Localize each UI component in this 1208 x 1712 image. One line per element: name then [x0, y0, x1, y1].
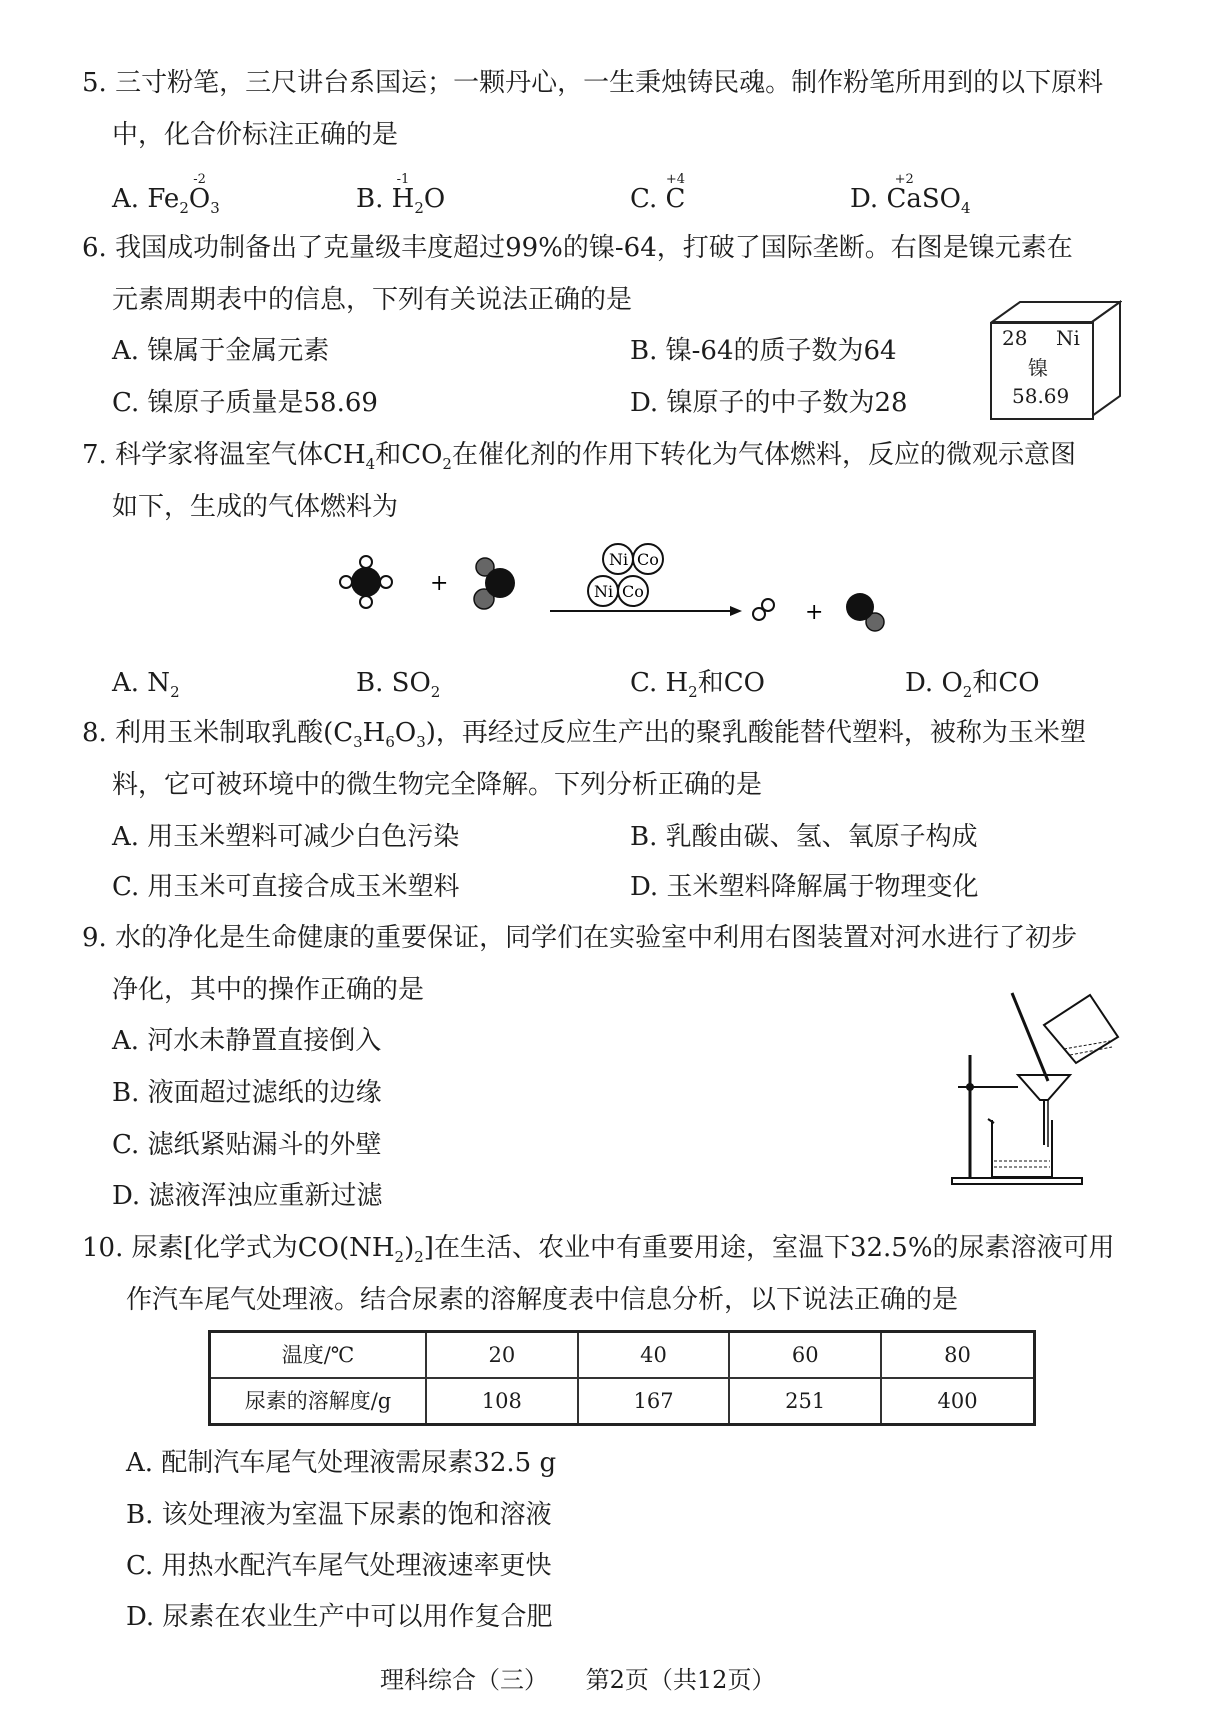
q7-stem-line2: 如下，生成的气体燃料为 [112, 492, 399, 522]
q5-option-c: C. C +4 [630, 172, 686, 214]
table-cell: 40 [578, 1332, 730, 1379]
q6-option-b: B. 镍-64的质子数为64 [630, 336, 897, 366]
q9-option-d: D. 滤液浑浊应重新过滤 [112, 1181, 383, 1211]
q7-stem-line1: 7. 科学家将温室气体$CH_4$和$CO_2$在催化剂的作用下转化为气体燃料，反应的微观示意图 [82, 440, 1076, 474]
reaction-diagram [330, 535, 890, 655]
catalyst-label: Ni [609, 550, 629, 569]
q9-option-a: A. 河水未静置直接倒入 [112, 1026, 382, 1056]
q9-option-b: B. 液面超过滤纸的边缘 [112, 1078, 382, 1108]
q5-option-a: A. $Fe_2O$ -2 $_3$ [112, 172, 220, 218]
q10-option-a: A. 配制汽车尾气处理液需尿素32.5 g [126, 1448, 557, 1478]
q5-stem-line2: 中，化合价标注正确的是 [112, 120, 399, 150]
h2-molecule [753, 599, 774, 620]
atomic-number: 28 [1002, 326, 1028, 350]
table-cell: 60 [729, 1332, 881, 1379]
footer-page-number: 第2页（共12页） [585, 1666, 776, 1694]
q5-stem-line1: 5. 三寸粉笔，三尺讲台系国运；一颗丹心，一生秉烛铸民魂。制作粉笔所用到的以下原料 [82, 68, 1104, 98]
filtration-apparatus [940, 985, 1130, 1195]
table-header-cell: 尿素的溶解度/g [210, 1378, 427, 1425]
q7-option-a: A. $N_2$ [112, 668, 180, 702]
nickel-periodic-cell [990, 300, 1122, 418]
q10-stem-line2: 作汽车尾气处理液。结合尿素的溶解度表中信息分析，以下说法正确的是 [126, 1285, 959, 1315]
q10-option-b: B. 该处理液为室温下尿素的饱和溶液 [126, 1500, 552, 1530]
element-name: 镍 [1028, 356, 1048, 380]
q7-option-d: D. $O_2$和CO [905, 668, 1040, 702]
q9-option-c: C. 滤纸紧贴漏斗的外壁 [112, 1130, 382, 1160]
q10-stem-line1: 10. 尿素[化学式为$CO(NH_2)_2$]在生活、农业中有重要用途，室温下32.5%的尿素溶液可用 [82, 1233, 1115, 1267]
table-cell: 251 [729, 1378, 881, 1425]
urea-solubility-table [208, 1330, 1036, 1426]
table-row [210, 1378, 1035, 1425]
q5-option-d: D. Ca +2 $SO_4$ [850, 172, 971, 218]
q7-option-c: C. $H_2$和CO [630, 668, 765, 702]
q10-option-c: C. 用热水配汽车尾气处理液速率更快 [126, 1551, 552, 1581]
q6-option-a: A. 镍属于金属元素 [112, 336, 330, 366]
page-footer [380, 1668, 805, 1692]
q8-option-c: C. 用玉米可直接合成玉米塑料 [112, 872, 460, 902]
q8-option-b: B. 乳酸由碳、氢、氧原子构成 [630, 822, 978, 852]
q5-option-b: B. H -1 $_2$O [356, 172, 446, 218]
q8-option-d: D. 玉米塑料降解属于物理变化 [630, 872, 979, 902]
catalyst-label: Ni [594, 582, 614, 601]
co2-molecule [474, 558, 515, 609]
q7-option-b: B. $SO_2$ [356, 668, 441, 702]
plus-sign-2: + [805, 600, 824, 625]
q6-stem-line1: 6. 我国成功制备出了克量级丰度超过99%的镍-64，打破了国际垄断。右图是镍元素在 [82, 233, 1073, 263]
table-cell: 108 [426, 1378, 578, 1425]
q9-stem-line1: 9. 水的净化是生命健康的重要保证，同学们在实验室中利用右图装置对河水进行了初步 [82, 923, 1078, 953]
table-cell: 400 [881, 1378, 1034, 1425]
q8-stem-line1: 8. 利用玉米制取乳酸$(C_3H_6O_3)$，再经过反应生产出的聚乳酸能替代塑料，被称为玉米塑 [82, 718, 1086, 752]
arrow-head [730, 606, 742, 616]
co-molecule [846, 593, 884, 631]
table-row [210, 1332, 1035, 1379]
catalyst-group [588, 544, 663, 606]
q8-stem-line2: 料，它可被环境中的微生物完全降解。下列分析正确的是 [112, 770, 763, 800]
table-cell: 20 [426, 1332, 578, 1379]
element-symbol: Ni [1056, 326, 1080, 350]
atomic-mass: 58.69 [1012, 384, 1070, 408]
catalyst-label: Co [622, 582, 644, 601]
q9-stem-line2: 净化，其中的操作正确的是 [112, 975, 425, 1005]
q6-stem-line2: 元素周期表中的信息，下列有关说法正确的是 [112, 285, 633, 315]
table-cell: 80 [881, 1332, 1034, 1379]
q6-option-c: C. 镍原子质量是58.69 [112, 388, 378, 418]
ch4-molecule [340, 556, 392, 608]
q6-option-d: D. 镍原子的中子数为28 [630, 388, 908, 418]
footer-subject: 理科综合（三） [380, 1666, 548, 1694]
plus-sign-1: + [430, 571, 449, 596]
catalyst-label: Co [637, 550, 659, 569]
table-header-cell: 温度/℃ [210, 1332, 427, 1379]
table-cell: 167 [578, 1378, 730, 1425]
q8-option-a: A. 用玉米塑料可减少白色污染 [112, 822, 460, 852]
q10-option-d: D. 尿素在农业生产中可以用作复合肥 [126, 1602, 553, 1632]
